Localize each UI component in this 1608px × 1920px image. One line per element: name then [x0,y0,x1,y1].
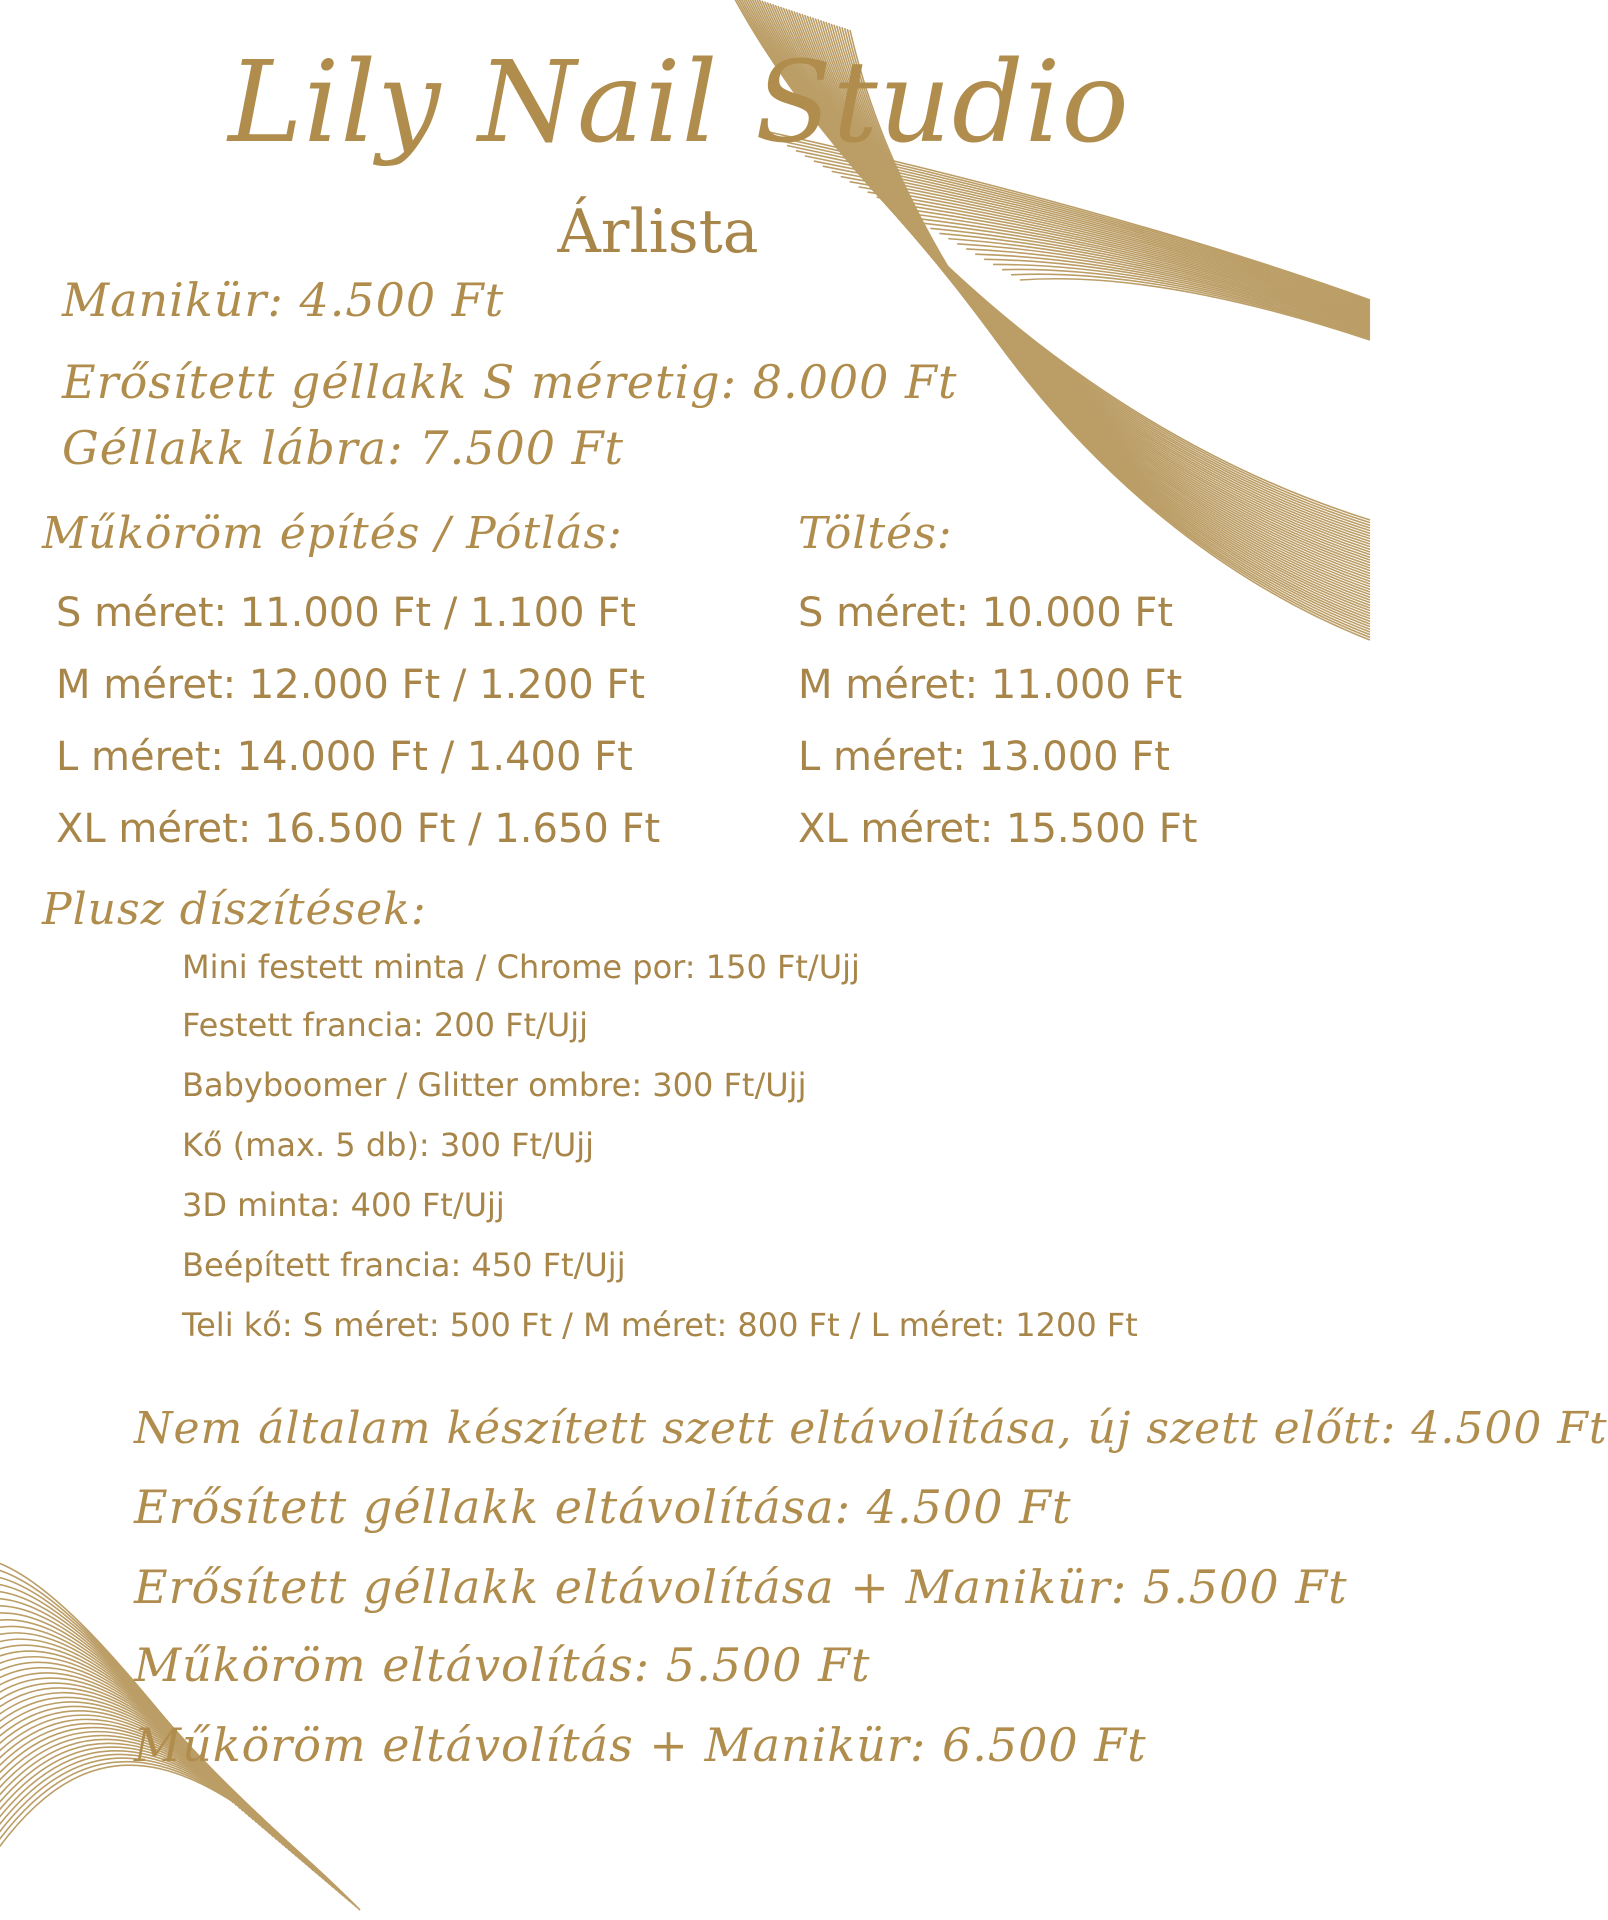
refill-row: XL méret: 15.500 Ft [798,806,1198,852]
removal-item: Nem általam készített szett eltávolítása, új szett előtt: 4.500 Ft [134,1403,1608,1454]
refill-row: S méret: 10.000 Ft [798,590,1174,636]
foot-gel-price: Géllakk lábra: 7.500 Ft [62,421,625,475]
price-list-subtitle: Árlista [557,197,759,267]
removal-item: Erősített géllakk eltávolítása: 4.500 Ft [134,1480,1072,1534]
decoration-row: 3D minta: 400 Ft/Ujj [182,1186,505,1224]
acrylic-row: S méret: 11.000 Ft / 1.100 Ft [56,590,636,636]
decoration-row: Mini festett minta / Chrome por: 150 Ft/Ujj [182,948,860,986]
decoration-row: Festett francia: 200 Ft/Ujj [182,1006,589,1044]
refill-heading: Töltés: [798,508,953,559]
decoration-row: Beépített francia: 450 Ft/Ujj [182,1246,626,1284]
refill-row: M méret: 11.000 Ft [798,662,1183,708]
acrylic-row: M méret: 12.000 Ft / 1.200 Ft [56,662,646,708]
decorations-heading: Plusz díszítések: [42,884,427,935]
acrylic-heading: Műköröm építés / Pótlás: [42,508,623,559]
manicure-price: Manikür: 4.500 Ft [62,273,505,327]
removal-item: Műköröm eltávolítás + Manikür: 6.500 Ft [134,1718,1147,1772]
acrylic-row: L méret: 14.000 Ft / 1.400 Ft [56,734,633,780]
refill-row: L méret: 13.000 Ft [798,734,1170,780]
decoration-row: Kő (max. 5 db): 300 Ft/Ujj [182,1126,595,1164]
removal-item: Műköröm eltávolítás: 5.500 Ft [134,1638,871,1692]
acrylic-row: XL méret: 16.500 Ft / 1.650 Ft [56,806,661,852]
decoration-row: Teli kő: S méret: 500 Ft / M méret: 800 Ft / L méret: 1200 Ft [182,1306,1138,1344]
gel-polish-price: Erősített géllakk S méretig: 8.000 Ft [62,355,958,409]
decoration-row: Babyboomer / Glitter ombre: 300 Ft/Ujj [182,1066,807,1104]
removal-item: Erősített géllakk eltávolítása + Manikür: 5.500 Ft [134,1560,1348,1614]
studio-title: Lily Nail Studio [228,38,1130,168]
